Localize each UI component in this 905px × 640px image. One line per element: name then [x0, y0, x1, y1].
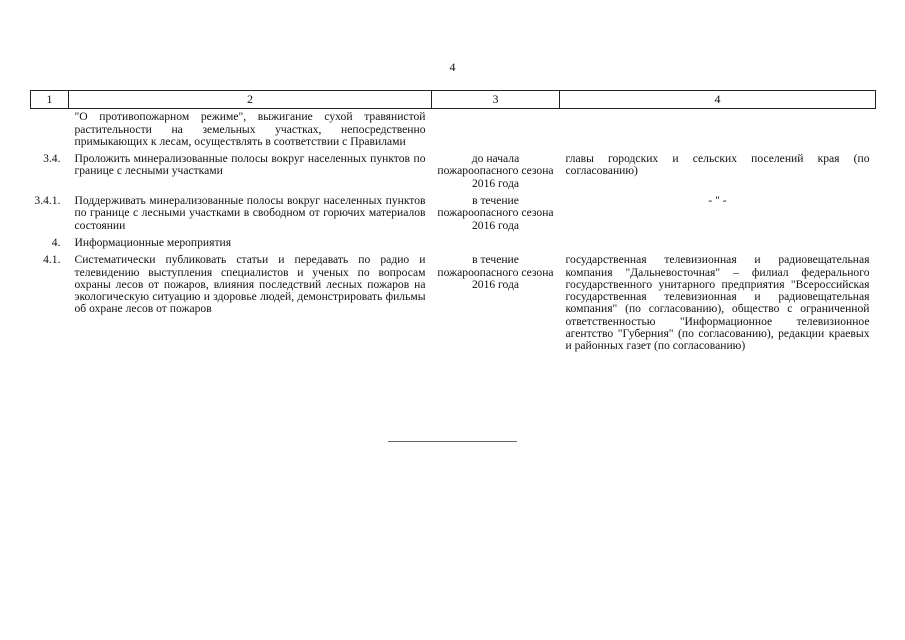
- executor-ditto: - " -: [708, 194, 727, 208]
- item-number: [31, 109, 69, 153]
- deadline: [432, 237, 560, 254]
- deadline: в течение пожароопасного сезона 2016 года: [437, 253, 554, 291]
- item-number: 3.4.: [43, 152, 61, 166]
- page-number: 4: [449, 60, 456, 74]
- measure-text: Поддерживать минерализованные полосы вокруг населенных пунктов по границе с лесными участками в свободном от горючих материалов состоянии: [74, 194, 426, 232]
- section-number: 4.: [51, 235, 61, 249]
- deadline: [432, 109, 560, 153]
- header-row: [31, 91, 876, 109]
- item-number: 3.4.1.: [34, 194, 61, 208]
- header-col-1: 1: [31, 91, 69, 109]
- deadline: в течение пожароопасного сезона 2016 года: [437, 194, 554, 232]
- table-header: [31, 91, 876, 109]
- header-col-2: 2: [69, 91, 432, 109]
- table-row: [31, 153, 876, 195]
- table-row: [31, 254, 876, 357]
- section-title: Информационные мероприятия: [74, 235, 232, 249]
- measure-text: Проложить минерализованные полосы вокруг населенных пунктов по границе с лесными участками: [74, 152, 426, 178]
- section-heading-row: [31, 237, 876, 254]
- header-col-4: 4: [560, 91, 876, 109]
- table-row: [31, 109, 876, 153]
- executor: государственная телевизионная и радиовещательная компания "Дальневосточная" – филиал федерального государственного унитарного предприятия "Всероссийская государственная телевизионная и радиовещательная компания" (по согласованию), общество с ограниченной ответственностью "Информационное телевизионное агентство "Губерния" (по согласованию), редакции краевых и районных газет (по согласованию): [565, 253, 870, 353]
- measure-text: "О противопожарном режиме", выжигание сухой травянистой растительности на земельных участках, непосредственно примыкающих к лесам, осуществлять в соответствии с Правилами: [74, 110, 426, 148]
- deadline: до начала пожароопасного сезона 2016 года: [437, 152, 554, 190]
- table-row: [31, 195, 876, 237]
- end-divider-line: [388, 441, 517, 442]
- action-plan-table: [30, 90, 876, 358]
- executor: [560, 109, 876, 153]
- header-col-3: 3: [432, 91, 560, 109]
- item-number: 4.1.: [43, 253, 61, 267]
- table-body: [31, 109, 876, 358]
- measure-text: Систематически публиковать статьи и передавать по радио и телевидению выступления специалистов и ученых по вопросам охраны лесов от пожаров, влияния последствий лесных пожаров на экологическую ситуацию и здоровье людей, демонстрировать фильмы об охране лесов от пожаров: [74, 253, 426, 316]
- executor: [560, 237, 876, 254]
- executor: главы городских и сельских поселений края (по согласованию): [565, 152, 870, 178]
